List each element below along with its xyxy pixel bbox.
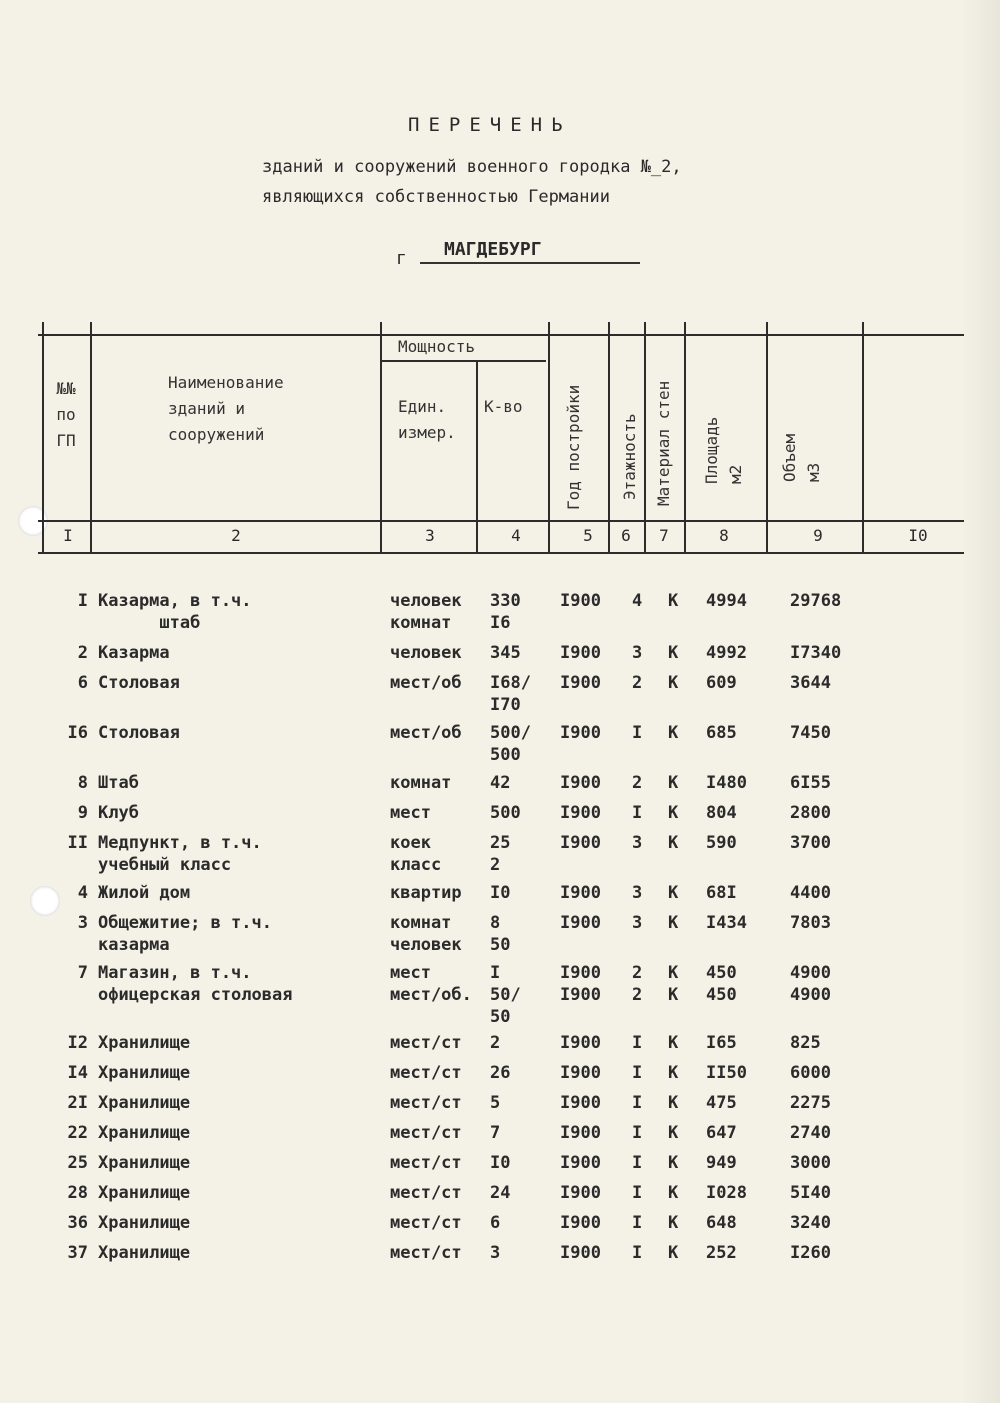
cell-year: I900 — [560, 1183, 601, 1203]
cell-wall: К — [668, 803, 679, 823]
cell-name: Хранилище — [98, 1093, 191, 1113]
cell-area: 252 — [706, 1243, 737, 1263]
header-wall: Материал стен — [654, 380, 673, 506]
cell-qty: I 50/ 50 — [490, 963, 521, 1027]
header-mid-line — [38, 520, 964, 522]
cell-floors: 3 — [632, 913, 643, 933]
cell-volume: 6000 — [790, 1063, 831, 1083]
cell-year: I900 — [560, 1063, 601, 1083]
cell-volume: 2275 — [790, 1093, 831, 1113]
cell-wall: К — [668, 833, 679, 853]
capacity-divider — [382, 360, 546, 362]
cell-wall: К — [668, 1063, 679, 1083]
cell-wall: К — [668, 1033, 679, 1053]
header-floors: Этажность — [620, 413, 639, 500]
cell-name: Казарма — [98, 643, 170, 663]
cell-unit: коек класс — [390, 833, 442, 875]
document-subtitle-line2: являющихся собственностью Германии — [262, 187, 610, 207]
cell-unit: мест мест/об. — [390, 963, 472, 1005]
col-number: 6 — [621, 526, 631, 545]
city-underline — [420, 262, 640, 264]
cell-name: Столовая — [98, 673, 180, 693]
city-prefix: г — [396, 248, 407, 269]
cell-unit: мест/ст — [390, 1123, 462, 1143]
cell-wall: К — [668, 913, 679, 933]
cell-unit: мест/ст — [390, 1243, 462, 1263]
cell-qty: 6 — [490, 1213, 501, 1233]
cell-area: 68I — [706, 883, 737, 903]
cell-wall: К — [668, 773, 679, 793]
col-border — [766, 322, 768, 554]
cell-unit: человек комнат — [390, 591, 462, 633]
cell-year: I900 — [560, 1033, 601, 1053]
document-subtitle-line1: зданий и сооружений военного городка №_2, — [262, 157, 682, 177]
cell-area: 4992 — [706, 643, 747, 663]
col-number: 7 — [659, 526, 669, 545]
cell-area: 475 — [706, 1093, 737, 1113]
cell-unit: человек — [390, 643, 462, 663]
cell-floors: 3 — [632, 833, 643, 853]
cell-year: I900 — [560, 913, 601, 933]
cell-qty: 3 — [490, 1243, 501, 1263]
cell-area: I65 — [706, 1033, 737, 1053]
cell-name: Клуб — [98, 803, 139, 823]
cell-unit: квартир — [390, 883, 462, 903]
cell-name: Хранилище — [98, 1063, 191, 1083]
cell-volume: I7340 — [790, 643, 842, 663]
cell-floors: I — [632, 1123, 643, 1143]
cell-no: 2 — [77, 643, 88, 663]
cell-year: I900 — [560, 643, 601, 663]
cell-qty: 2 — [490, 1033, 501, 1053]
cell-unit: мест/ст — [390, 1183, 462, 1203]
cell-no: 3 — [77, 913, 88, 933]
cell-volume: 3644 — [790, 673, 831, 693]
header-volume: Объем м3 — [780, 433, 823, 482]
cell-year: I900 — [560, 833, 601, 853]
cell-area: I028 — [706, 1183, 747, 1203]
cell-year: I900 — [560, 1153, 601, 1173]
cell-no: 6 — [77, 673, 88, 693]
cell-wall: К — [668, 1123, 679, 1143]
cell-qty: I68/ I70 — [490, 673, 531, 715]
cell-no: 9 — [77, 803, 88, 823]
cell-wall: К — [668, 1153, 679, 1173]
col-number: I — [63, 526, 73, 545]
cell-year: I900 — [560, 723, 601, 743]
cell-qty: 500/ 500 — [490, 723, 531, 765]
cell-floors: 2 — [632, 673, 643, 693]
cell-floors: I — [632, 723, 643, 743]
cell-area: 4994 — [706, 591, 747, 611]
cell-floors: 3 — [632, 883, 643, 903]
cell-no: 28 — [67, 1183, 88, 1203]
cell-qty: 5 — [490, 1093, 501, 1113]
cell-qty: 500 — [490, 803, 521, 823]
cell-floors: 3 — [632, 643, 643, 663]
cell-no: I4 — [67, 1063, 88, 1083]
cell-no: 2I — [67, 1093, 88, 1113]
cell-volume: 6I55 — [790, 773, 831, 793]
cell-area: 648 — [706, 1213, 737, 1233]
cell-floors: 4 — [632, 591, 643, 611]
cell-floors: I — [632, 1033, 643, 1053]
cell-floors: I — [632, 1153, 643, 1173]
cell-wall: К — [668, 1213, 679, 1233]
cell-wall: К — [668, 673, 679, 693]
cell-unit: мест/ст — [390, 1063, 462, 1083]
cell-area: 609 — [706, 673, 737, 693]
cell-no: 22 — [67, 1123, 88, 1143]
cell-floors: I — [632, 1243, 643, 1263]
cell-year: I900 — [560, 1093, 601, 1113]
cell-floors: 2 2 — [632, 963, 643, 1005]
col-border — [862, 322, 864, 554]
cell-floors: I — [632, 1063, 643, 1083]
cell-name: Медпункт, в т.ч. учебный класс — [98, 833, 262, 875]
cell-year: I900 — [560, 673, 601, 693]
cell-unit: мест/ст — [390, 1093, 462, 1113]
cell-floors: 2 — [632, 773, 643, 793]
cell-area: 590 — [706, 833, 737, 853]
cell-unit: мест/об — [390, 673, 462, 693]
cell-qty: 24 — [490, 1183, 511, 1203]
cell-unit: мест/ст — [390, 1033, 462, 1053]
cell-volume: 3000 — [790, 1153, 831, 1173]
cell-qty: 42 — [490, 773, 511, 793]
cell-floors: I — [632, 1183, 643, 1203]
cell-wall: К — [668, 723, 679, 743]
cell-volume: 7450 — [790, 723, 831, 743]
cell-wall: К — [668, 1093, 679, 1113]
cell-name: Жилой дом — [98, 883, 191, 903]
cell-volume: 29768 — [790, 591, 842, 611]
cell-name: Хранилище — [98, 1243, 191, 1263]
cell-no: 7 — [77, 963, 88, 983]
cell-volume: I260 — [790, 1243, 831, 1263]
cell-name: Хранилище — [98, 1033, 191, 1053]
cell-unit: мест/об — [390, 723, 462, 743]
cell-volume: 825 — [790, 1033, 821, 1053]
cell-year: I900 — [560, 1243, 601, 1263]
cell-name: Штаб — [98, 773, 139, 793]
cell-no: 4 — [77, 883, 88, 903]
header-col-no: №№ по ГП — [56, 379, 76, 450]
cell-area: 949 — [706, 1153, 737, 1173]
cell-volume: 4400 — [790, 883, 831, 903]
cell-volume: 5I40 — [790, 1183, 831, 1203]
cell-unit: комнат — [390, 773, 452, 793]
cell-qty: 8 50 — [490, 913, 511, 955]
cell-no: 25 — [67, 1153, 88, 1173]
cell-qty: 26 — [490, 1063, 511, 1083]
cell-wall: К — [668, 883, 679, 903]
cell-wall: К — [668, 1183, 679, 1203]
col-border — [644, 322, 646, 554]
cell-wall: К К — [668, 963, 679, 1005]
cell-year: I900 — [560, 591, 601, 611]
header-bottom-line — [38, 552, 964, 554]
cell-area: 685 — [706, 723, 737, 743]
cell-year: I900 — [560, 883, 601, 903]
page-edge — [960, 0, 1000, 1403]
cell-volume: 2800 — [790, 803, 831, 823]
col-border — [90, 322, 92, 554]
header-top-line — [38, 334, 964, 336]
col-border — [548, 322, 550, 554]
cell-unit: мест — [390, 803, 431, 823]
col-border — [608, 322, 610, 554]
cell-area: I434 — [706, 913, 747, 933]
table-header — [38, 322, 964, 554]
cell-name: Казарма, в т.ч. штаб — [98, 591, 252, 633]
city-name: МАГДЕБУРГ — [444, 239, 542, 260]
col-border — [380, 322, 382, 554]
cell-area: 450 450 — [706, 963, 737, 1005]
cell-volume: 7803 — [790, 913, 831, 933]
cell-area: II50 — [706, 1063, 747, 1083]
cell-unit: мест/ст — [390, 1213, 462, 1233]
header-qty: К-во — [484, 397, 523, 416]
cell-qty: 7 — [490, 1123, 501, 1143]
cell-no: II — [67, 833, 88, 853]
col-border — [476, 362, 478, 554]
cell-no: I6 — [67, 723, 88, 743]
cell-wall: К — [668, 591, 679, 611]
cell-floors: I — [632, 803, 643, 823]
col-number: 2 — [231, 526, 241, 545]
cell-year: I900 — [560, 773, 601, 793]
cell-year: I900 I900 — [560, 963, 601, 1005]
col-number: 3 — [425, 526, 435, 545]
cell-area: 647 — [706, 1123, 737, 1143]
cell-name: Хранилище — [98, 1213, 191, 1233]
col-number: 4 — [511, 526, 521, 545]
col-number: 9 — [813, 526, 823, 545]
cell-year: I900 — [560, 803, 601, 823]
cell-year: I900 — [560, 1213, 601, 1233]
cell-name: Общежитие; в т.ч. казарма — [98, 913, 272, 955]
cell-unit: комнат человек — [390, 913, 462, 955]
header-year: Год постройки — [564, 384, 583, 510]
col-border — [684, 322, 686, 554]
cell-qty: 25 2 — [490, 833, 511, 875]
header-unit: Един. измер. — [398, 397, 456, 442]
header-capacity: Мощность — [398, 337, 476, 356]
cell-area: I480 — [706, 773, 747, 793]
cell-no: 36 — [67, 1213, 88, 1233]
col-number: 8 — [719, 526, 729, 545]
cell-area: 804 — [706, 803, 737, 823]
cell-name: Столовая — [98, 723, 180, 743]
cell-name: Хранилище — [98, 1123, 191, 1143]
cell-year: I900 — [560, 1123, 601, 1143]
cell-no: 37 — [67, 1243, 88, 1263]
cell-name: Хранилище — [98, 1153, 191, 1173]
cell-volume: 4900 4900 — [790, 963, 831, 1005]
col-number: 5 — [583, 526, 593, 545]
header-col-name: Наименование зданий и сооружений — [168, 373, 284, 444]
cell-no: I — [77, 591, 88, 611]
cell-floors: I — [632, 1213, 643, 1233]
cell-qty: I0 — [490, 883, 511, 903]
cell-floors: I — [632, 1093, 643, 1113]
col-number: I0 — [908, 526, 928, 545]
cell-volume: 3240 — [790, 1213, 831, 1233]
cell-qty: 330 I6 — [490, 591, 521, 633]
cell-qty: 345 — [490, 643, 521, 663]
cell-name: Хранилище — [98, 1183, 191, 1203]
cell-name: Магазин, в т.ч. офицерская столовая — [98, 963, 293, 1005]
cell-qty: I0 — [490, 1153, 511, 1173]
header-area: Площадь м2 — [702, 416, 745, 484]
cell-volume: 2740 — [790, 1123, 831, 1143]
cell-no: 8 — [77, 773, 88, 793]
cell-unit: мест/ст — [390, 1153, 462, 1173]
document-title: ПЕРЕЧЕНЬ — [408, 114, 572, 136]
cell-wall: К — [668, 1243, 679, 1263]
cell-wall: К — [668, 643, 679, 663]
cell-volume: 3700 — [790, 833, 831, 853]
cell-no: I2 — [67, 1033, 88, 1053]
